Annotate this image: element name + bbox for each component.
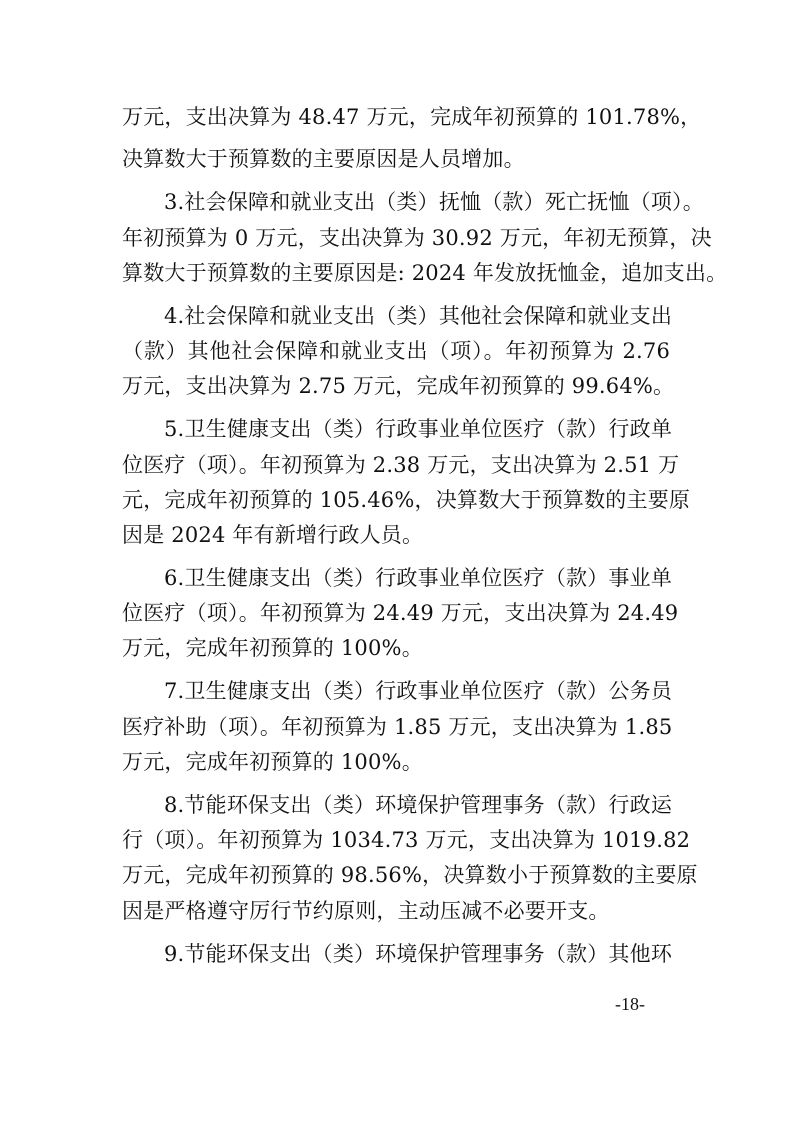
paragraph-line: 万元，支出决算为 48.47 万元，完成年初预算的 101.78%， <box>122 105 702 129</box>
paragraph-line: 万元，完成年初预算的 98.56%，决算数小于预算数的主要原 <box>122 863 698 887</box>
paragraph-line: 位医疗（项）。年初预算为 24.49 万元，支出决算为 24.49 <box>122 601 679 625</box>
paragraph-line: 决算数大于预算数的主要原因是人员增加。 <box>122 147 525 171</box>
paragraph-line: 因是严格遵守厉行节约原则，主动压减不必要开支。 <box>122 899 610 923</box>
paragraph-line: 位医疗（项）。年初预算为 2.38 万元，支出决算为 2.51 万 <box>122 453 680 477</box>
paragraph-line: 元，完成年初预算的 105.46%，决算数大于预算数的主要原 <box>122 488 691 512</box>
paragraph-line: （款）其他社会保障和就业支出（项）。年初预算为 2.76 <box>122 339 670 363</box>
paragraph-line: 算数大于预算数的主要原因是: 2024 年发放抚恤金，追加支出。 <box>122 261 728 285</box>
paragraph-line: 6.卫生健康支出（类）行政事业单位医疗（款）事业单 <box>164 566 673 590</box>
paragraph-line: 行（项）。年初预算为 1034.73 万元，支出决算为 1019.82 <box>122 828 691 852</box>
paragraph-line: 7.卫生健康支出（类）行政事业单位医疗（款）公务员 <box>164 679 673 703</box>
paragraph-line: 万元，完成年初预算的 100%。 <box>122 636 423 660</box>
paragraph-line: 医疗补助（项）。年初预算为 1.85 万元，支出决算为 1.85 <box>122 715 673 739</box>
paragraph-line: 万元，支出决算为 2.75 万元，完成年初预算的 99.64%。 <box>122 374 675 398</box>
paragraph-line: 年初预算为 0 万元，支出决算为 30.92 万元，年初无预算，决 <box>122 226 712 250</box>
paragraph-line: 4.社会保障和就业支出（类）其他社会保障和就业支出 <box>164 304 673 328</box>
paragraph-line: 9.节能环保支出（类）环境保护管理事务（款）其他环 <box>164 942 673 966</box>
paragraph-line: 5.卫生健康支出（类）行政事业单位医疗（款）行政单 <box>164 417 673 441</box>
page-number: -18- <box>615 994 645 1014</box>
paragraph-line: 3.社会保障和就业支出（类）抚恤（款）死亡抚恤（项）。 <box>164 190 704 214</box>
paragraph-line: 万元，完成年初预算的 100%。 <box>122 750 423 774</box>
paragraph-line: 因是 2024 年有新增行政人员。 <box>122 523 424 547</box>
paragraph-line: 8.节能环保支出（类）环境保护管理事务（款）行政运 <box>164 793 673 817</box>
